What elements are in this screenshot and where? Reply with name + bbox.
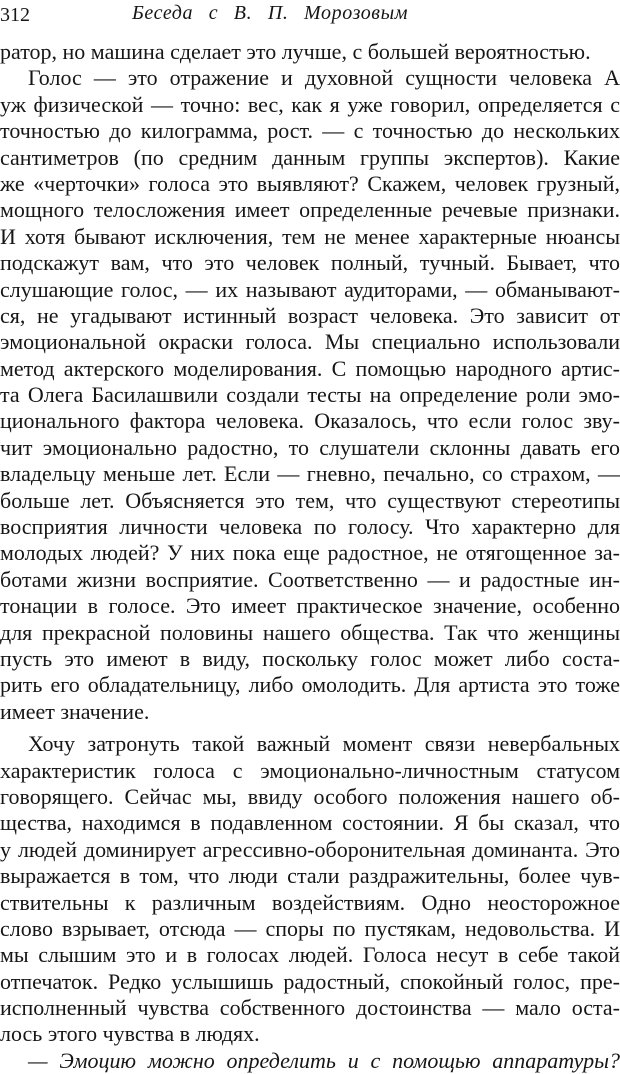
interviewer-question: — Эмоцию можно определить и с помощью аппаратуры? [28,1047,620,1073]
text-line: выражается в том, что люди стали раздражительны, более чув- [0,863,620,889]
page-number: 312 [0,4,30,26]
text-line: ратор, но машина сделает это лучше, с большей вероятностью. [0,39,591,64]
text-line: молодых людей? У них пока еще радостное, не отягощенное за- [0,540,620,566]
text-line: говорящего. Сейчас мы, ввиду особого положения нашего об- [0,783,620,809]
text-line: метод актерского моделирования. С помощью народного артис- [0,355,620,381]
text-line: точностью до килограмма, рост. — с точностью до нескольких [0,118,620,144]
text-line: ствительны к различным воздействиям. Одно неосторожное [0,889,620,915]
text-line: сантиметров (по средним данным группы экспертов). Какие [0,144,620,170]
paragraph [0,65,620,725]
text-line: для прекрасной половины нашего общества. Так что женщины [0,619,620,645]
text-line: лось этого чувства в людях. [0,1021,260,1047]
text-line: мощного телосложения имеет определенные речевые признаки. [0,197,620,223]
text-line: у людей доминирует агрессивно-оборонительная доминанта. Это [0,836,620,862]
text-line: та Олега Басилашвили создали тесты на определение роли эмо- [0,382,620,408]
text-line: слушающие голос, — их называют аудиторами, — обманывают- [0,276,620,302]
text-line: Голос — это отражение и духовной сущности человека А [28,65,620,91]
paragraph [0,39,620,65]
text-line: эмоциональной окраски голоса. Мы специально использовали [0,329,620,355]
text-line: рить его обладательницу, либо омолодить. Для артиста это тоже [0,672,620,698]
text-line: Хочу затронуть такой важный момент связи невербальных [28,731,620,757]
text-line: же «черточки» голоса это выявляют? Скажем, человек грузный, [0,170,620,196]
paragraph [0,731,620,1048]
text-line: характеристик голоса с эмоционально-личностным статусом [0,757,620,783]
text-line: мы слышим это и в голосах людей. Голоса несут в себе такой [0,942,620,968]
text-line: уж физической — точно: вес, как я уже говорил, определяется с [0,91,620,117]
text-line: больше лет. Объясняется это тем, что существуют стереотипы [0,487,620,513]
text-line: тонации в голосе. Это имеет практическое значение, особенно [0,593,620,619]
text-line: подскажут вам, что это человек полный, тучный. Бывает, что [0,250,620,276]
text-line: ся, не угадывают истинный возраст человека. Это зависит от [0,302,620,328]
text-line: ционального фактора человека. Оказалось, что если голос зву- [0,408,620,434]
text-line: ботами жизни восприятие. Соответственно — и радостные ин- [0,566,620,592]
text-line: исполненный чувства собственного достоинства — мало оста- [0,995,620,1021]
text-line: отпечаток. Редко услышишь радостный, спокойный голос, пре- [0,968,620,994]
text-line: владельцу меньше лет. Если — гневно, печально, со страхом, — [0,461,620,487]
text-line: имеет значение. [0,698,150,724]
running-head: Беседа с В. П. Морозовым [132,2,409,24]
text-line: чит эмоционально радостно, то слушатели склонны давать его [0,434,620,460]
text-line: щества, находимся в подавленном состоянии. Я бы сказал, что [0,810,620,836]
body-text [0,39,620,1074]
text-line: пусть это имеют в виду, поскольку голос может либо соста- [0,645,620,671]
text-line: И хотя бывают исключения, тем не менее характерные нюансы [0,223,620,249]
text-line: восприятия личности человека по голосу. Что характерно для [0,514,620,540]
page-header [0,0,620,36]
text-line: слово взрывает, отсюда — споры по пустякам, недовольства. И [0,915,620,941]
